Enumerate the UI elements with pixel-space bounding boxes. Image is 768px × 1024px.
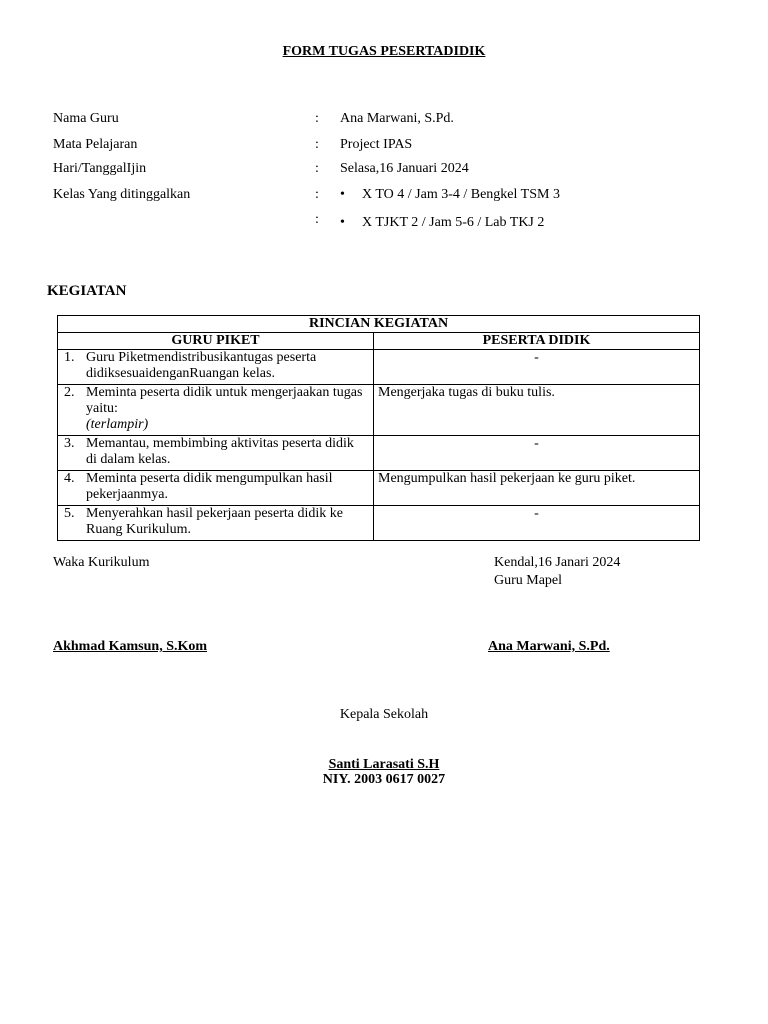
table-row bbox=[58, 506, 700, 541]
cell-guru-piket: 5. Menyerahkan hasil pekerjaan peserta didik ke Ruang Kurikulum. bbox=[58, 506, 374, 541]
cell-peserta-didik: - bbox=[374, 506, 700, 541]
value-kelas-1 bbox=[340, 187, 560, 203]
cell-peserta-didik: - bbox=[374, 436, 700, 471]
cell-peserta-didik: Mengerjaka tugas di buku tulis. bbox=[374, 385, 700, 436]
colon-hari-tanggal: : bbox=[315, 161, 319, 176]
form-title: FORM TUGAS PESERTADIDIK bbox=[282, 44, 486, 59]
colon-nama-guru: : bbox=[315, 111, 319, 126]
table-row bbox=[58, 436, 700, 471]
cell-guru-piket: 1. Guru Piketmendistribusikantugas peserta didiksesuaidenganRuangan kelas. bbox=[58, 350, 374, 385]
header-guru-piket: GURU PIKET bbox=[58, 333, 374, 350]
guru-mapel-name: Ana Marwani, S.Pd. bbox=[488, 639, 610, 654]
colon-kelas: : bbox=[315, 187, 319, 202]
label-kelas: Kelas Yang ditinggalkan bbox=[53, 187, 191, 202]
cell-peserta-didik: Mengumpulkan hasil pekerjaan ke guru piket. bbox=[374, 471, 700, 506]
waka-kurikulum-role: Waka Kurikulum bbox=[53, 555, 150, 570]
cell-guru-piket: 2. Meminta peserta didik untuk mengerjaakan tugas yaitu: (terlampir) bbox=[58, 385, 374, 436]
value-kelas-2 bbox=[340, 215, 544, 231]
value-nama-guru: Ana Marwani, S.Pd. bbox=[340, 111, 454, 126]
kelas-item-text: X TJKT 2 / Jam 5-6 / Lab TKJ 2 bbox=[362, 215, 545, 230]
rincian-kegiatan-table bbox=[57, 315, 700, 541]
kepala-sekolah-role: Kepala Sekolah bbox=[339, 707, 429, 722]
cell-peserta-didik: - bbox=[374, 350, 700, 385]
bullet-icon: • bbox=[340, 187, 345, 202]
section-kegiatan: KEGIATAN bbox=[47, 283, 127, 299]
header-peserta-didik: PESERTA DIDIK bbox=[374, 333, 700, 350]
label-nama-guru: Nama Guru bbox=[53, 111, 119, 126]
waka-kurikulum-name: Akhmad Kamsun, S.Kom bbox=[53, 639, 208, 654]
place-date: Kendal,16 Janari 2024 bbox=[494, 555, 621, 570]
note-terlampir: (terlampir) bbox=[86, 417, 149, 432]
colon-kelas-2: : bbox=[315, 212, 319, 227]
kepala-sekolah-name: Santi Larasati S.H bbox=[328, 757, 440, 772]
colon-mata-pelajaran: : bbox=[315, 137, 319, 152]
table-row bbox=[58, 350, 700, 385]
cell-guru-piket: 4. Meminta peserta didik mengumpulkan hasil pekerjaanmya. bbox=[58, 471, 374, 506]
table-row bbox=[58, 471, 700, 506]
table-title: RINCIAN KEGIATAN bbox=[58, 316, 700, 333]
label-hari-tanggal: Hari/TanggalIjin bbox=[53, 161, 147, 176]
kepala-sekolah-niy: NIY. 2003 0617 0027 bbox=[322, 772, 446, 787]
table-row bbox=[58, 385, 700, 436]
bullet-icon: • bbox=[340, 215, 345, 230]
guru-mapel-role: Guru Mapel bbox=[494, 573, 563, 588]
kelas-item-text: X TO 4 / Jam 3-4 / Bengkel TSM 3 bbox=[362, 187, 560, 202]
label-mata-pelajaran: Mata Pelajaran bbox=[53, 137, 138, 152]
value-hari-tanggal: Selasa,16 Januari 2024 bbox=[340, 161, 469, 176]
value-mata-pelajaran: Project IPAS bbox=[340, 137, 413, 152]
cell-guru-piket: 3. Memantau, membimbing aktivitas peserta didik di dalam kelas. bbox=[58, 436, 374, 471]
